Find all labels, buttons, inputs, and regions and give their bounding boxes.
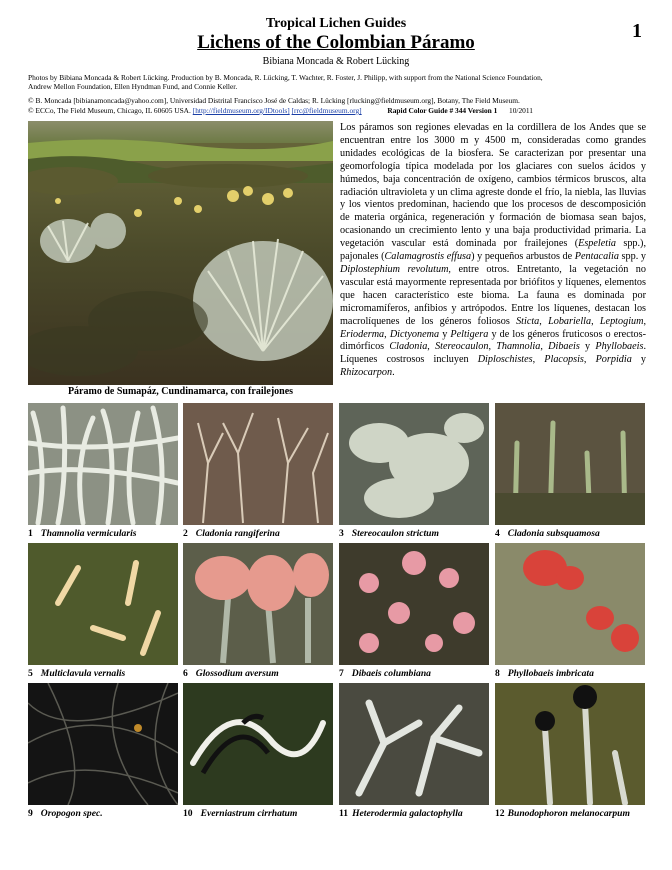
species-photo-10: [183, 683, 333, 805]
species-caption-6: 6 Glossodium aversum: [183, 668, 279, 679]
page-number: 1: [632, 20, 642, 42]
page-title: Lichens of the Colombian Páramo: [197, 32, 475, 53]
species-photo-1: [28, 403, 178, 525]
species-photo-8: [495, 543, 645, 665]
species-caption-4: 4 Cladonia subsquamosa: [495, 528, 600, 539]
credits-line-3: © B. Moncada [bibianamoncada@yahoo.com], Universidad Distrital Francisco José de Caldas; R. Lücking [rlucking@fieldmuseum.org], Botany, The Field Museum.: [28, 96, 520, 105]
species-caption-8: 8 Phyllobaeis imbricata: [495, 668, 594, 679]
authors: Bibiana Moncada & Robert Lücking: [262, 56, 410, 67]
species-caption-1: 1 Thamnolia vermicularis: [28, 528, 137, 539]
species-photo-7: [339, 543, 489, 665]
credits-line-1: Photos by Bibiana Moncada & Robert Lücking. Production by B. Moncada, R. Lücking, T. Wachter, R. Foster, J. Philipp, with support from the National Science Foundation,: [28, 73, 543, 82]
species-caption-5: 5 Multiclavula vernalis: [28, 668, 126, 679]
species-photo-4: [495, 403, 645, 525]
species-photo-3: [339, 403, 489, 525]
guide-date: 10/2011: [509, 106, 533, 115]
species-caption-12: 12 Bunodophoron melanocarpum: [495, 808, 630, 819]
intro-paragraph: Los páramos son regiones elevadas en la cordillera de los Andes que se encuentran entre los 3000 m y 4500 m, consideradas como grandes unidades ecológicas de la biosfera. Se caracterizan por presentar una geomorfología típica modelada por los glaciares con suelos ácidos y húmedos, baja concentración de oxígeno, cambios térmicos bruscos, alta radiación ultravioleta y un clima agreste donde el frío, la niebla, las lluvias y los vientos predominan, haciendo que los procesos de descomposición de materia orgánica, regeneración y formación de biomasa sean bajos, ocasionando un crecimiento lento y una baja productividad primaria. La vegetación vascular está dominada por frailejones (Espeletia spp.), pajonales (Calamagrostis effusa) y pequeños arbustos de Pentacalia spp. y Diplostephium revolutum, entre otros. Entretanto, la vegetación no vascular está mayormente representada por briófitos y líquenes, elementos que hacen característico este bioma. La fauna es dominada por micromamíferos, anfibios y artrópodos. Entre los líquenes, destacan los macrolíquenes de los géneros foliosos Sticta, Lobariella, Leptogium, Erioderma, Dictyonema y Peltigera y de los géneros fruticosos o erectos-dimórficos Cladonia, Stereocaulon, Thamnolia, Dibaeis y Phyllobaeis. Líquenes costrosos incluyen Diploschistes, Placopsis, Porpidia y Rhizocarpon.: [340, 122, 647, 379]
species-caption-7: 7 Dibaeis columbiana: [339, 668, 431, 679]
species-caption-3: 3 Stereocaulon strictum: [339, 528, 439, 539]
credits-line-4: [28, 106, 648, 116]
species-photo-5: [28, 543, 178, 665]
species-caption-2: 2 Cladonia rangiferina: [183, 528, 280, 539]
species-photo-12: [495, 683, 645, 805]
rapid-color-guide-label: Rapid Color Guide # 344 Version 1: [387, 106, 498, 115]
species-photo-6: [183, 543, 333, 665]
species-photo-9: [28, 683, 178, 805]
idtools-link[interactable]: [http://fieldmuseum.org/IDtools]: [192, 106, 290, 115]
species-photo-11: [339, 683, 489, 805]
species-photo-2: [183, 403, 333, 525]
species-caption-11: 11 Heterodermia galactophylla: [339, 808, 463, 819]
series-title: Tropical Lichen Guides: [265, 16, 407, 31]
species-caption-9: 9 Oropogon spec.: [28, 808, 103, 819]
ecco-credit: © ECCo, The Field Museum, Chicago, IL 60605 USA.: [28, 106, 191, 115]
species-caption-10: 10 Everniastrum cirrhatum: [183, 808, 298, 819]
credits-line-2: Andrew Mellon Foundation, Ellen Hyndman Fund, and Connie Keller.: [28, 82, 238, 91]
paramo-landscape-image: [28, 121, 333, 385]
hero-photo: [28, 121, 333, 385]
hero-caption: Páramo de Sumapáz, Cundinamarca, con frailejones: [67, 386, 294, 397]
email-link[interactable]: [rrc@fieldmuseum.org]: [291, 106, 362, 115]
